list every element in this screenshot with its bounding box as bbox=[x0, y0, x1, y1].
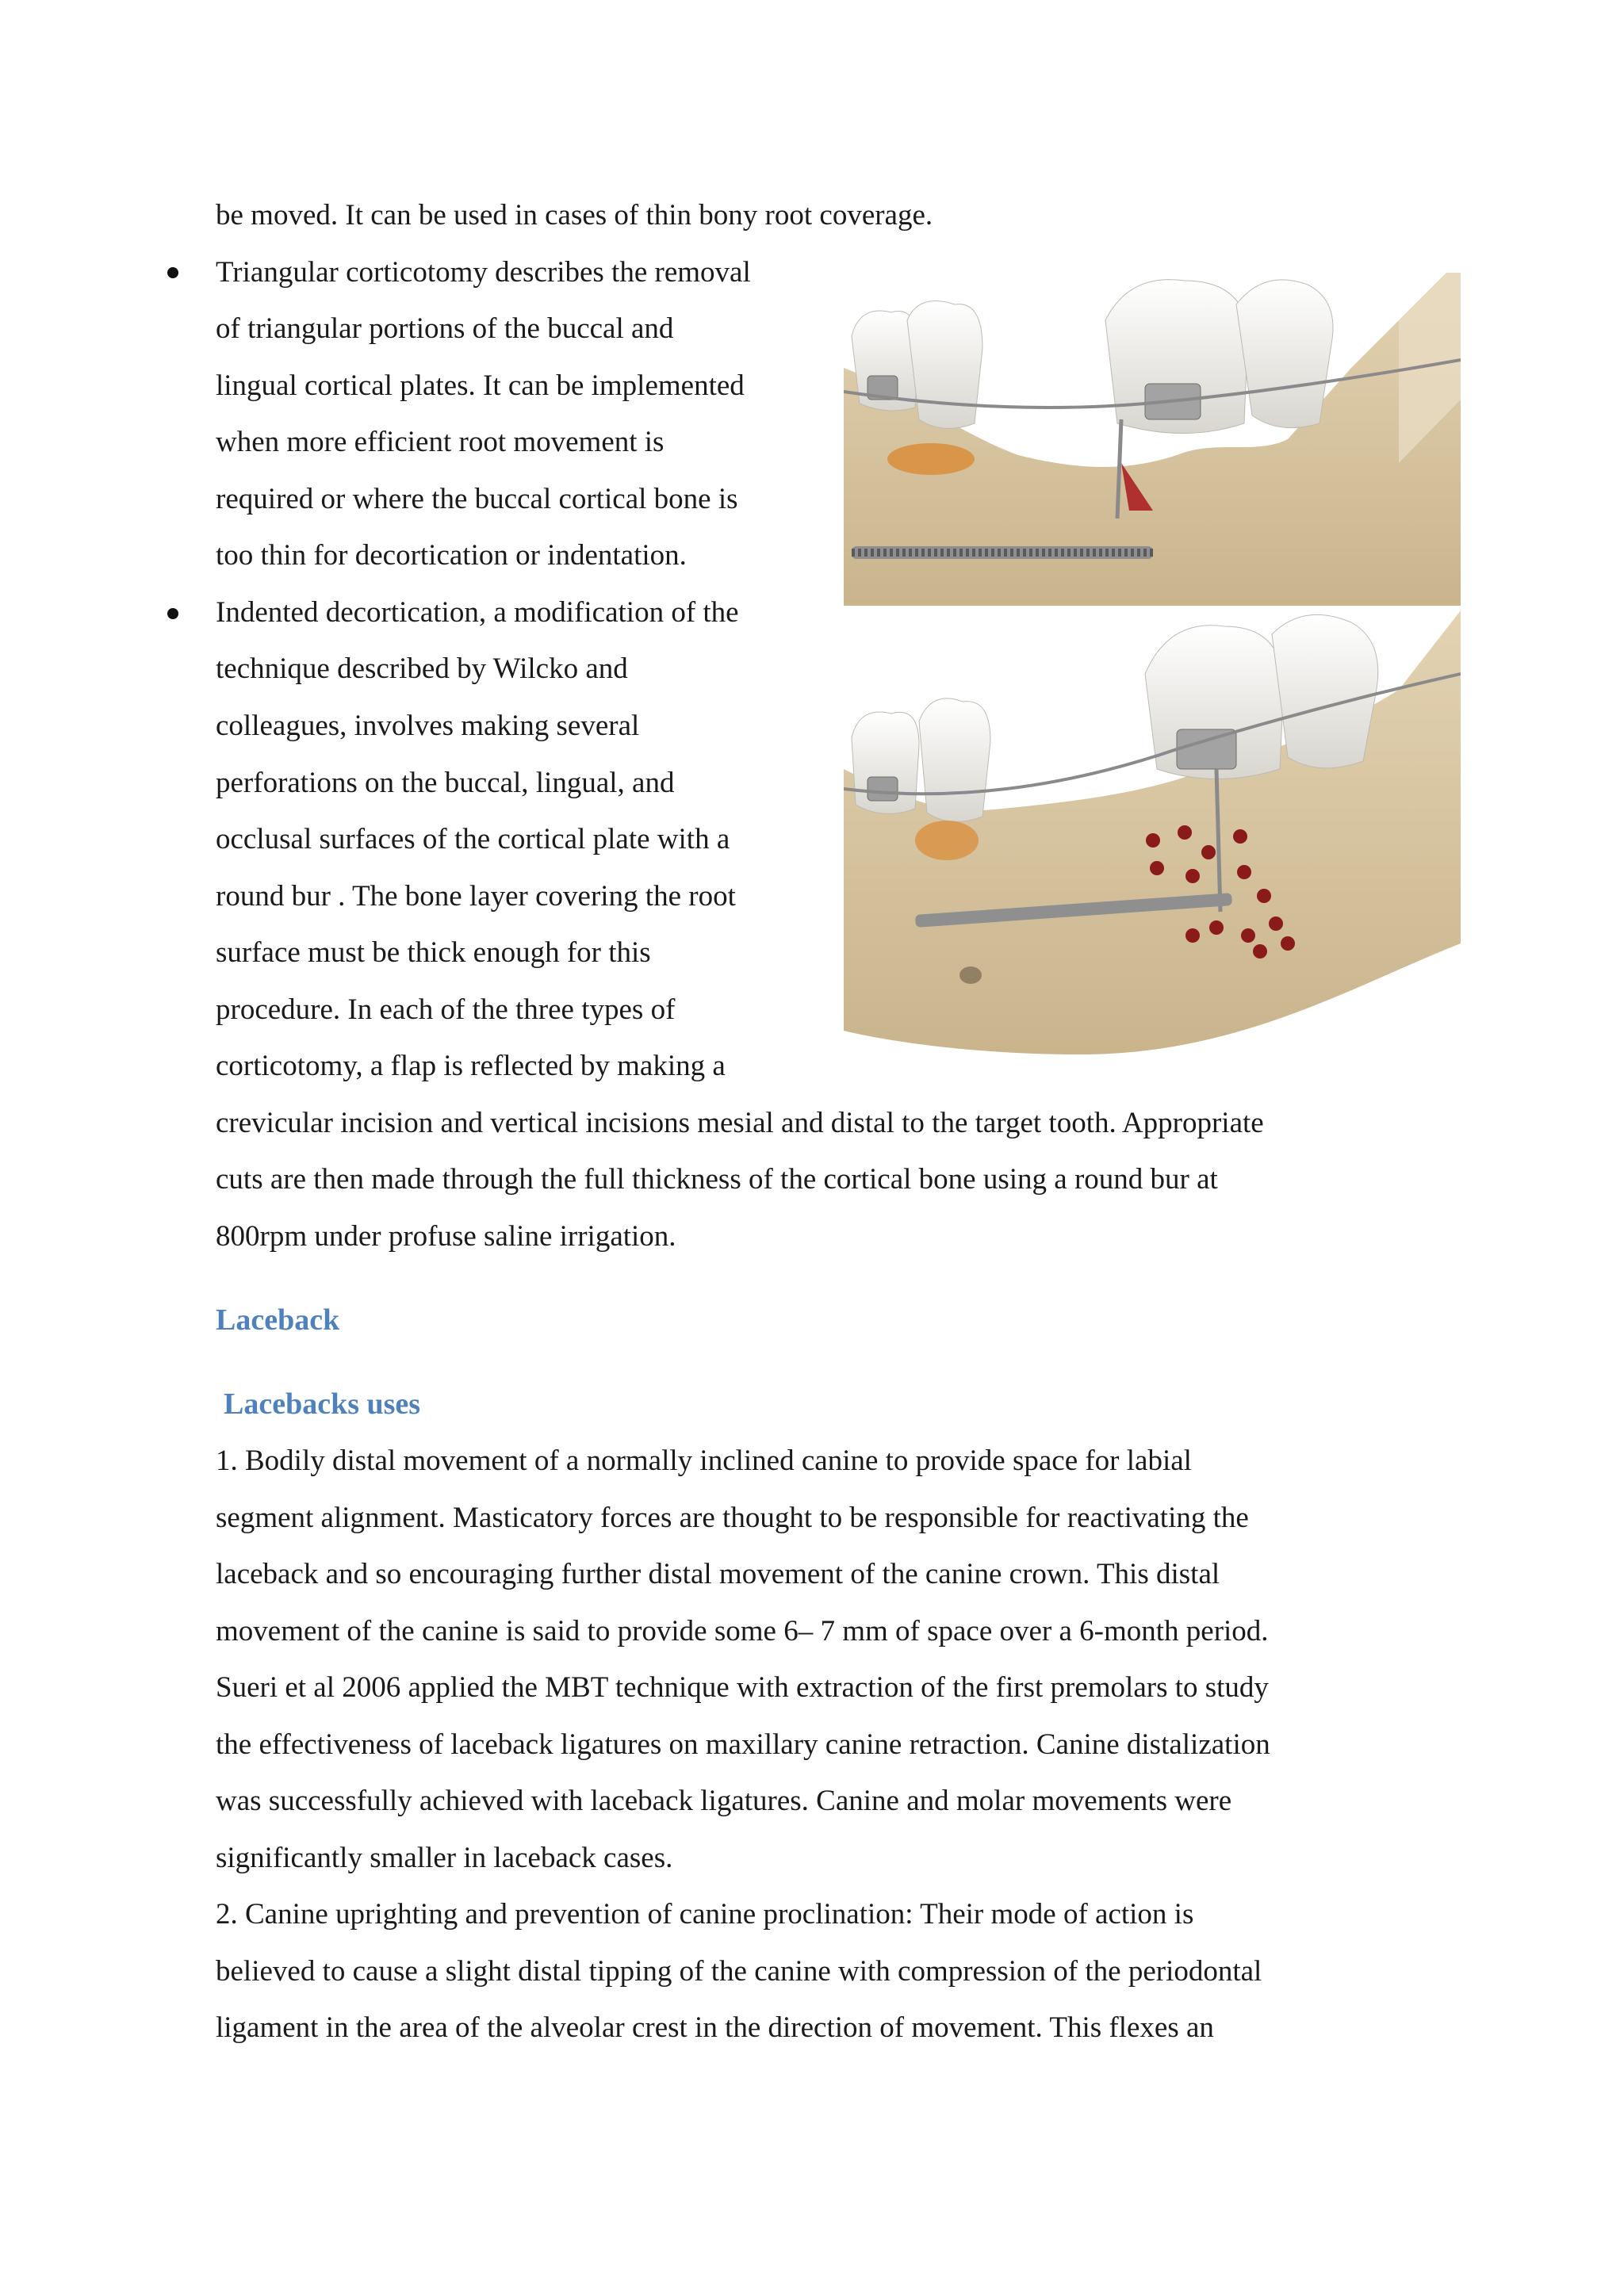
triangular-line-2: of triangular portions of the buccal and bbox=[216, 312, 674, 345]
intro-line: be moved. It can be used in cases of thin bony root coverage. bbox=[216, 199, 933, 232]
indented-line-7: surface must be thick enough for this bbox=[216, 936, 651, 969]
bracket-2 bbox=[868, 777, 898, 801]
triangular-line-4: when more efficient root movement is bbox=[216, 426, 665, 458]
indented-line-2: technique described by Wilcko and bbox=[216, 652, 628, 685]
indented-line-1: Indented decortication, a modification of the bbox=[216, 596, 739, 629]
triangular-line-3: lingual cortical plates. It can be implemented bbox=[216, 369, 745, 402]
uses2-line-3: ligament in the area of the alveolar crest in the direction of movement. This flexes an bbox=[216, 2011, 1214, 2044]
triangular-line-1: Triangular corticotomy describes the removal bbox=[216, 256, 751, 289]
uses1-line-7: was successfully achieved with laceback ligatures. Canine and molar movements were bbox=[216, 1785, 1232, 1817]
uses1-line-3: laceback and so encouraging further distal movement of the canine crown. This distal bbox=[216, 1558, 1220, 1590]
uses1-line-2: segment alignment. Masticatory forces are thought to be responsible for reactivating the bbox=[216, 1502, 1249, 1534]
uses1-line-8: significantly smaller in laceback cases. bbox=[216, 1842, 673, 1874]
indented-line-11: cuts are then made through the full thickness of the cortical bone using a round bur at bbox=[216, 1163, 1218, 1196]
indented-line-6: round bur . The bone layer covering the root bbox=[216, 880, 736, 913]
indented-line-10: crevicular incision and vertical incisions mesial and distal to the target tooth. Appropriate bbox=[216, 1107, 1264, 1139]
triangular-line-6: too thin for decortication or indentation. bbox=[216, 539, 687, 572]
bullet-triangular bbox=[167, 267, 178, 278]
bone-window-1 bbox=[887, 443, 975, 475]
heading-laceback: Laceback bbox=[216, 1303, 340, 1337]
triangular-corticotomy-figure bbox=[844, 273, 1461, 606]
uses2-line-2: believed to cause a slight distal tipping of the canine with compression of the periodontal bbox=[216, 1955, 1262, 1988]
indented-line-4: perforations on the buccal, lingual, and bbox=[216, 767, 675, 799]
bullet-indented bbox=[167, 608, 178, 619]
indented-line-8: procedure. In each of the three types of bbox=[216, 993, 676, 1026]
uses1-line-4: movement of the canine is said to provide some 6– 7 mm of space over a 6-month period. bbox=[216, 1615, 1269, 1647]
uses1-line-1: 1. Bodily distal movement of a normally inclined canine to provide space for labial bbox=[216, 1445, 1192, 1477]
mental-foramen bbox=[959, 966, 982, 984]
bone-window-2 bbox=[915, 821, 979, 860]
indented-line-9: corticotomy, a flap is reflected by making a bbox=[216, 1050, 726, 1082]
indented-line-3: colleagues, involves making several bbox=[216, 710, 640, 742]
uses2-line-1: 2. Canine uprighting and prevention of canine proclination: Their mode of action is bbox=[216, 1898, 1194, 1931]
heading-lacebacks-uses: Lacebacks uses bbox=[224, 1387, 421, 1421]
triangular-line-5: required or where the buccal cortical bone is bbox=[216, 483, 738, 515]
indented-line-5: occlusal surfaces of the cortical plate with a bbox=[216, 823, 730, 855]
uses1-line-5: Sueri et al 2006 applied the MBT technique with extraction of the first premolars to study bbox=[216, 1671, 1269, 1704]
indented-decortication-figure bbox=[844, 610, 1461, 1064]
uses1-line-6: the effectiveness of laceback ligatures on maxillary canine retraction. Canine distalization bbox=[216, 1728, 1270, 1761]
indented-line-12: 800rpm under profuse saline irrigation. bbox=[216, 1220, 676, 1253]
